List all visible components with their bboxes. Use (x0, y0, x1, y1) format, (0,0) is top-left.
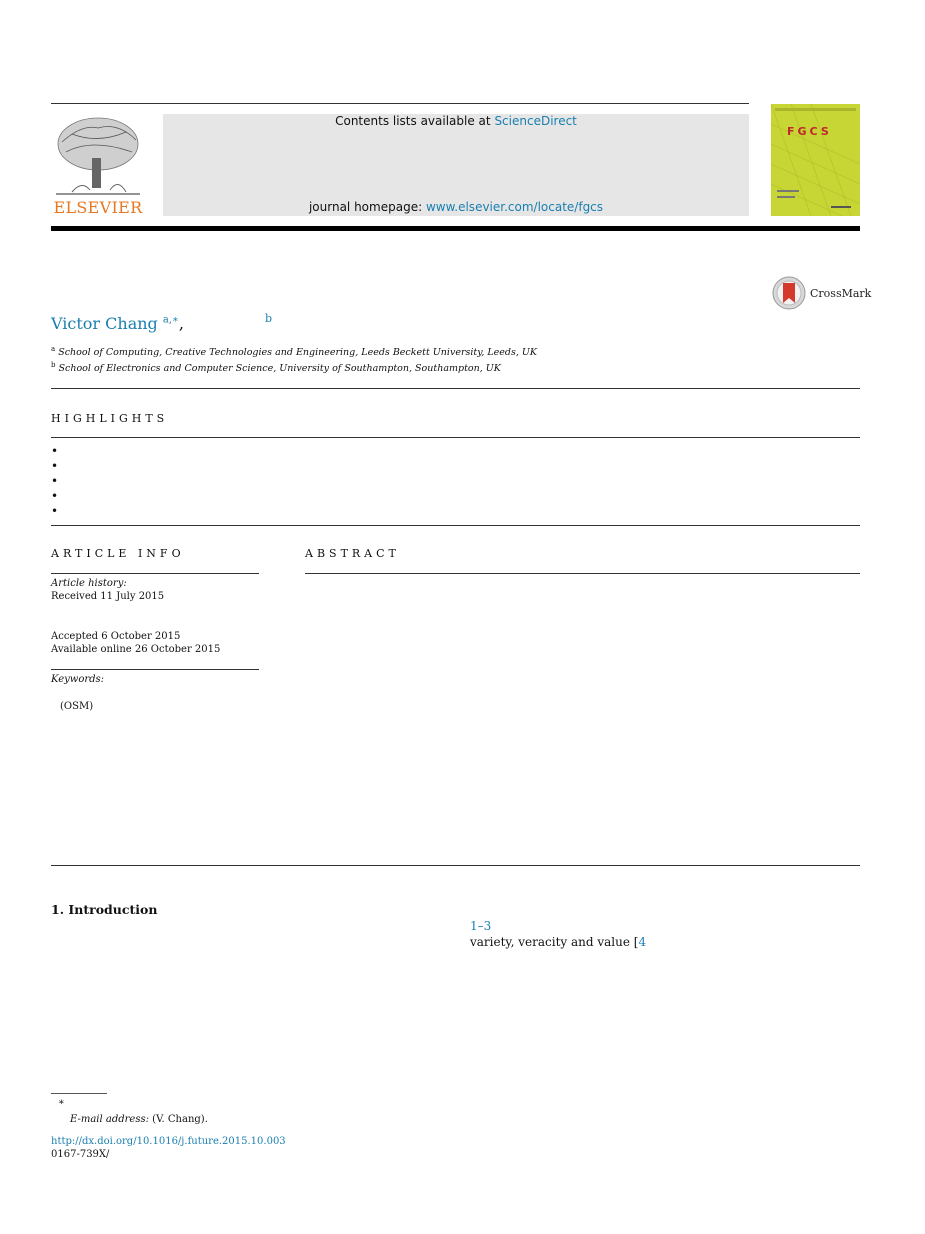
abstract-title: ABSTRACT (305, 547, 400, 560)
doi-link[interactable]: http://dx.doi.org/10.1016/j.future.2015.10.003 (51, 1136, 286, 1147)
footnote-email (70, 1114, 208, 1125)
divider-highlights-top (51, 388, 860, 389)
contents-line (163, 114, 749, 128)
author-separator: , (178, 314, 184, 333)
issn: 0167-739X/ (51, 1149, 110, 1160)
intro-v-text-line (470, 935, 646, 949)
elsevier-tree-icon (52, 114, 144, 198)
journal-homepage-link[interactable]: www.elsevier.com/locate/fgcs (425, 200, 604, 214)
reference-link-4[interactable]: 4 (638, 935, 647, 949)
divider-body-top (51, 865, 860, 866)
reference-link-1-3[interactable]: 1–3 (470, 919, 492, 933)
highlight-bullet: • (51, 474, 59, 488)
article-info-title: ARTICLE INFO (51, 547, 185, 560)
homepage-line (163, 200, 749, 214)
contents-prefix: Contents lists available at (335, 114, 495, 128)
introduction-heading: 1. Introduction (51, 902, 158, 917)
affiliation-b (51, 361, 501, 374)
elsevier-logo (52, 114, 144, 198)
sciencedirect-link[interactable]: ScienceDirect (494, 114, 577, 128)
cover-title: FGCS (787, 125, 832, 138)
author-line (51, 314, 184, 333)
homepage-prefix: journal homepage: (308, 200, 426, 214)
affiliation-a (51, 345, 537, 358)
keywords-label: Keywords: (51, 674, 105, 685)
highlight-bullet: • (51, 504, 59, 518)
highlights-title: HIGHLIGHTS (51, 412, 169, 425)
footnote-rule (51, 1093, 107, 1094)
affiliation-b-sup: b (51, 361, 56, 369)
header-top-rule (51, 103, 749, 104)
divider-keywords (51, 669, 259, 670)
journal-cover[interactable] (771, 104, 860, 216)
accepted-date: Accepted 6 October 2015 (51, 631, 181, 642)
affiliation-a-text: School of Computing, Creative Technologies and Engineering, Leeds Beckett University, Leeds, UK (58, 347, 538, 359)
crossmark-label[interactable]: CrossMark (810, 287, 872, 300)
received-date: Received 11 July 2015 (51, 591, 165, 602)
highlight-bullet: • (51, 489, 59, 503)
divider-abstract (305, 573, 860, 574)
author-affil-sup[interactable]: a,∗ (162, 314, 179, 326)
header-bottom-rule (51, 226, 860, 231)
available-date: Available online 26 October 2015 (51, 644, 221, 655)
crossmark-icon (772, 276, 806, 310)
divider-highlights-bottom (51, 525, 860, 526)
article-history-label: Article history: (51, 578, 127, 589)
divider-article-info (51, 573, 259, 574)
intro-v-text: variety, veracity and value [ (470, 935, 639, 949)
email-label: E-mail address: (70, 1114, 149, 1125)
crossmark-badge[interactable] (772, 276, 806, 310)
divider-highlights-mid (51, 437, 860, 438)
highlight-bullet: • (51, 444, 59, 458)
affiliation-a-sup: a (51, 345, 56, 353)
publisher-name[interactable]: ELSEVIER (53, 198, 143, 217)
journal-cover-image (771, 104, 860, 216)
email-name: (V. Chang). (152, 1114, 208, 1125)
author-victor-chang[interactable]: Victor Chang (51, 314, 158, 333)
footnote-star: ∗ (58, 1097, 65, 1108)
affiliation-b-text: School of Electronics and Computer Science, University of Southampton, Southampton, UK (58, 363, 501, 375)
second-author-sup[interactable]: b (265, 312, 273, 325)
keyword-item: (OSM) (60, 701, 94, 712)
highlight-bullet: • (51, 459, 59, 473)
